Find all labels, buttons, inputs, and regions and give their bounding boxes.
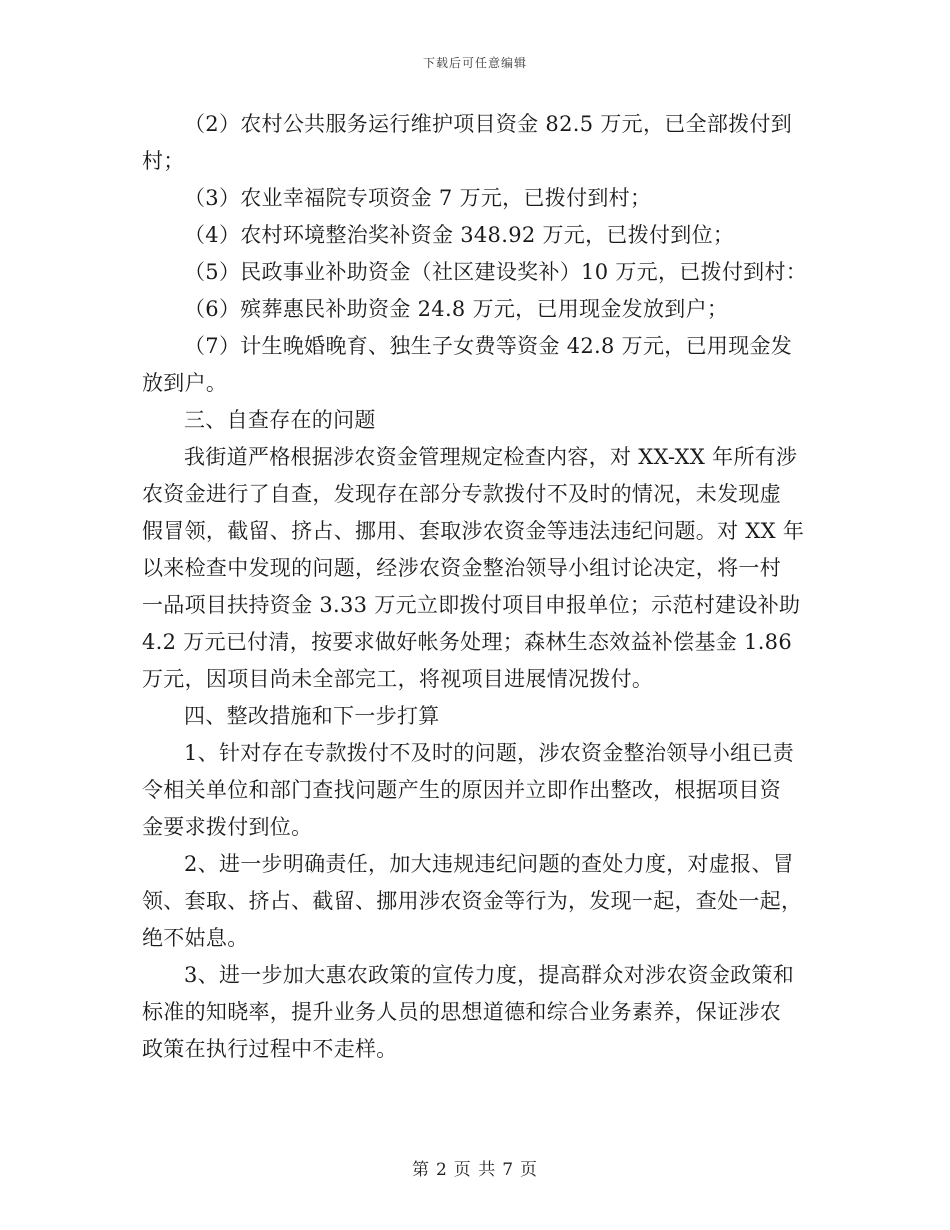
paragraph-line: （3）农业幸福院专项资金 7 万元，已拨付到村； [184,186,652,210]
paragraph-line: 绝不姑息。 [142,926,249,950]
paragraph-line: 万元，因项目尚未全部完工，将视项目进展情况拨付。 [142,667,654,691]
paragraph-line: 政策在执行过程中不走样。 [142,1037,398,1061]
paragraph-line: 以来检查中发现的问题，经涉农资金整治领导小组讨论决定，将一村 [142,556,781,580]
paragraph-line: 村； [142,149,185,173]
footer-page-number: 2 [435,1160,448,1180]
paragraph-line: （5）民政事业补助资金（社区建设奖补）10 万元，已拨付到村： [184,260,808,284]
footer-suffix: 页 [520,1160,539,1180]
footer-prefix: 第 [411,1160,430,1180]
paragraph-line: 1、针对存在专款拨付不及时的问题，涉农资金整治领导小组已责 [184,741,795,765]
paragraph-line: （2）农村公共服务运行维护项目资金 82.5 万元，已全部拨付到 [184,112,793,136]
footer-middle: 页 共 [453,1160,497,1180]
paragraph-line: （7）计生晚婚晚育、独生子女费等资金 42.8 万元，已用现金发 [184,334,793,358]
paragraph-line: 农资金进行了自查，发现存在部分专款拨付不及时的情况，未发现虚 [142,482,781,506]
paragraph-line: 一品项目扶持资金 3.33 万元立即拨付项目申报单位；示范村建设补助 [142,593,801,617]
paragraph-line: 2、进一步明确责任，加大违规违纪问题的查处力度，对虚报、冒 [184,852,795,876]
paragraph-line: 4.2 万元已付清，按要求做好帐务处理；森林生态效益补偿基金 1.86 [142,630,793,654]
paragraph-line: 3、进一步加大惠农政策的宣传力度，提高群众对涉农资金政策和 [184,963,795,987]
paragraph-line: 标准的知晓率，提升业务人员的思想道德和综合业务素养，保证涉农 [142,1000,781,1024]
paragraph-line: （4）农村环境整治奖补资金 348.92 万元，已拨付到位； [184,223,735,247]
paragraph-line: 我街道严格根据涉农资金管理规定检查内容，对 XX-XX 年所有涉 [184,445,798,469]
page-header: 下载后可任意编辑 [422,56,527,70]
section-heading: 三、自查存在的问题 [184,408,376,432]
footer-total-pages: 7 [502,1160,515,1180]
document-body [142,106,806,1068]
paragraph-line: 假冒领，截留、挤占、挪用、套取涉农资金等违法违纪问题。对 XX 年 [142,519,805,543]
paragraph-line: 令相关单位和部门查找问题产生的原因并立即作出整改，根据项目资 [142,778,781,802]
paragraph-line: （6）殡葬惠民补助资金 24.8 万元，已用现金发放到户； [184,297,729,321]
paragraph-line: 金要求拨付到位。 [142,815,313,839]
paragraph-line: 领、套取、挤占、截留、挪用涉农资金等行为，发现一起，查处一起， [142,889,803,913]
paragraph-line: 放到户。 [142,371,228,395]
section-heading: 四、整改措施和下一步打算 [184,704,440,728]
page-footer [0,1155,950,1180]
